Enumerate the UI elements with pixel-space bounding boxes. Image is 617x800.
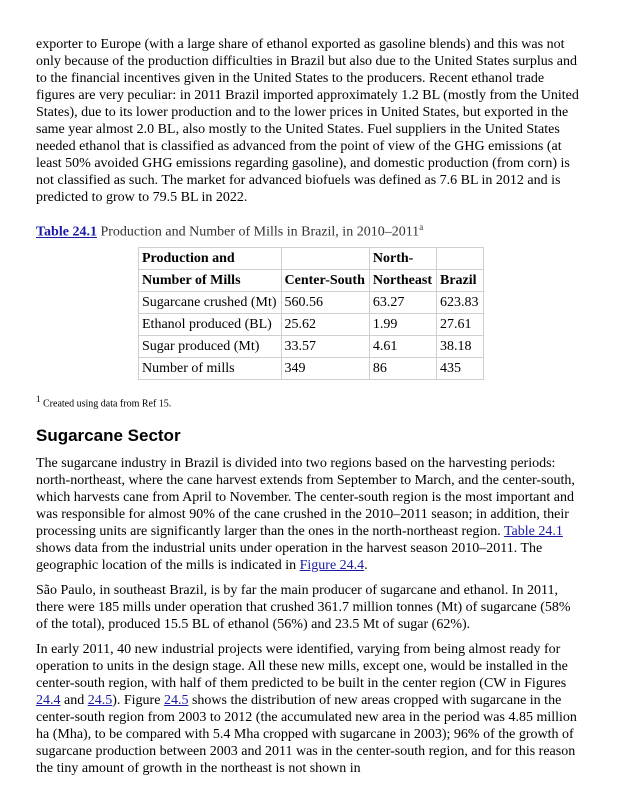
table-caption — [36, 218, 584, 242]
figure-24-5-link[interactable]: 24.5 — [163, 692, 189, 708]
table-cell: 86 — [369, 357, 436, 379]
paragraph-text: ). Figure — [112, 692, 164, 708]
table-header-row — [139, 269, 484, 291]
table-cell: 349 — [281, 357, 369, 379]
table-cell: 38.18 — [437, 335, 484, 357]
table-cell: Sugarcane crushed (Mt) — [139, 291, 282, 313]
production-table — [138, 247, 484, 380]
table-cell: 623.83 — [437, 291, 484, 313]
intro-paragraph: exporter to Europe (with a large share of ethanol exported as gasoline blends) and this was not only because of the production difficulties in Brazil but also due to the United States surplus and to the financial incentives given in the United States to the producers. Recent ethanol trade figures are very peculiar: in 2011 Brazil imported approximately 1.2 BL (mostly from the United States), due to its lower production and to the lower prices in United States, but exported in the same year almost 2.0 BL, also mostly to the United States. Fuel suppliers in the United States needed ethanol that is classified as advanced from the point of view of the GHG emissions (at least 50% avoided GHG emissions regarding gasoline), and domestic production (from corn) is not classified as such. The market for advanced biofuels was defined as 7.6 BL in 2012 and is predicted to grow to 79.5 BL in 2022. — [36, 37, 579, 205]
figure-24-5-link[interactable]: 24.5 — [87, 692, 113, 708]
sugarcane-paragraph-2: São Paulo, in southeast Brazil, is by far the main producer of sugarcane and ethanol. In 2011, there were 185 mills under operation that crushed 361.7 million tonnes (Mt) of sugarcane (58% of the total), produced 15.5 BL of ethanol (56%) and 23.5 Mt of sugar (62%). — [36, 582, 571, 632]
figure-24-4-link[interactable]: 24.4 — [36, 692, 61, 708]
table-cell: 33.57 — [281, 335, 369, 357]
header-cell: Production and — [139, 247, 282, 269]
header-cell: North- — [369, 247, 436, 269]
table-row — [139, 357, 484, 379]
table-cell: 27.61 — [437, 313, 484, 335]
table-label-link[interactable]: Table 24.1 — [36, 224, 97, 240]
table-header-row — [139, 247, 484, 269]
table-cell: 25.62 — [281, 313, 369, 335]
header-cell — [437, 247, 484, 269]
header-cell: Northeast — [369, 269, 436, 291]
header-cell: Number of Mills — [139, 269, 282, 291]
sugarcane-paragraph-3 — [36, 641, 584, 777]
table-title-superscript: a — [419, 222, 424, 232]
header-cell: Center-South — [281, 269, 369, 291]
table-footnote — [36, 392, 584, 411]
table-cell: 4.61 — [369, 335, 436, 357]
section-heading: Sugarcane Sector — [36, 425, 181, 445]
table-title: Production and Number of Mills in Brazil, in 2010–2011 — [96, 224, 420, 240]
table-row — [139, 291, 484, 313]
footnote-text: Created using data from Ref 15. — [40, 397, 172, 409]
footnote-mark: 1 — [36, 393, 41, 404]
table-cell: Number of mills — [139, 357, 282, 379]
figure-24-4-link[interactable]: Figure 24.4 — [299, 557, 365, 573]
paragraph-text: . — [364, 557, 368, 573]
table-row — [139, 313, 484, 335]
paragraph-text: and — [60, 692, 88, 708]
paragraph-text: shows data from the industrial units under operation in the harvest season 2010–2011. The geographic location of the mills is indicated in — [36, 540, 543, 573]
header-cell: Brazil — [437, 269, 484, 291]
paragraph-text: shows the distribution of new areas cropped with sugarcane in the center-south region from 2003 to 2012 (the accumulated new area in the period was 4.85 million ha (Mha), to be compared with 5.4 Mha cropped with sugarcane in 2003); 96% of the growth of sugarcane production between 2003 and 2011 was in the center-south region, and for this reason the tiny amount of growth in the northeast is not shown in — [36, 692, 577, 776]
table-24-1-link[interactable]: Table 24.1 — [503, 523, 563, 539]
table-cell: 560.56 — [281, 291, 369, 313]
table-cell: 1.99 — [369, 313, 436, 335]
page-content — [36, 36, 584, 785]
table-cell: 435 — [437, 357, 484, 379]
table-cell: 63.27 — [369, 291, 436, 313]
header-cell — [281, 247, 369, 269]
table-row — [139, 335, 484, 357]
table-cell: Sugar produced (Mt) — [139, 335, 282, 357]
sugarcane-paragraph-1 — [36, 455, 584, 574]
paragraph-text: In early 2011, 40 new industrial projects were identified, varying from being almost ready for operation to units in the design stage. All these new mills, except one, would be installed in the center-south region, with half of them predicted to be built in the center region (CW in Figures — [36, 641, 568, 691]
table-cell: Ethanol produced (BL) — [139, 313, 282, 335]
paragraph-text: The sugarcane industry in Brazil is divided into two regions based on the harvesting periods: north-northeast, where the cane harvest extends from September to March, and the center-south, which harvests cane from April to November. The center-south region is the most important and was responsible for almost 90% of the cane crushed in the 2010–2011 season; in addition, their processing units are significantly larger than the ones in the north-northeast region. — [36, 455, 575, 539]
